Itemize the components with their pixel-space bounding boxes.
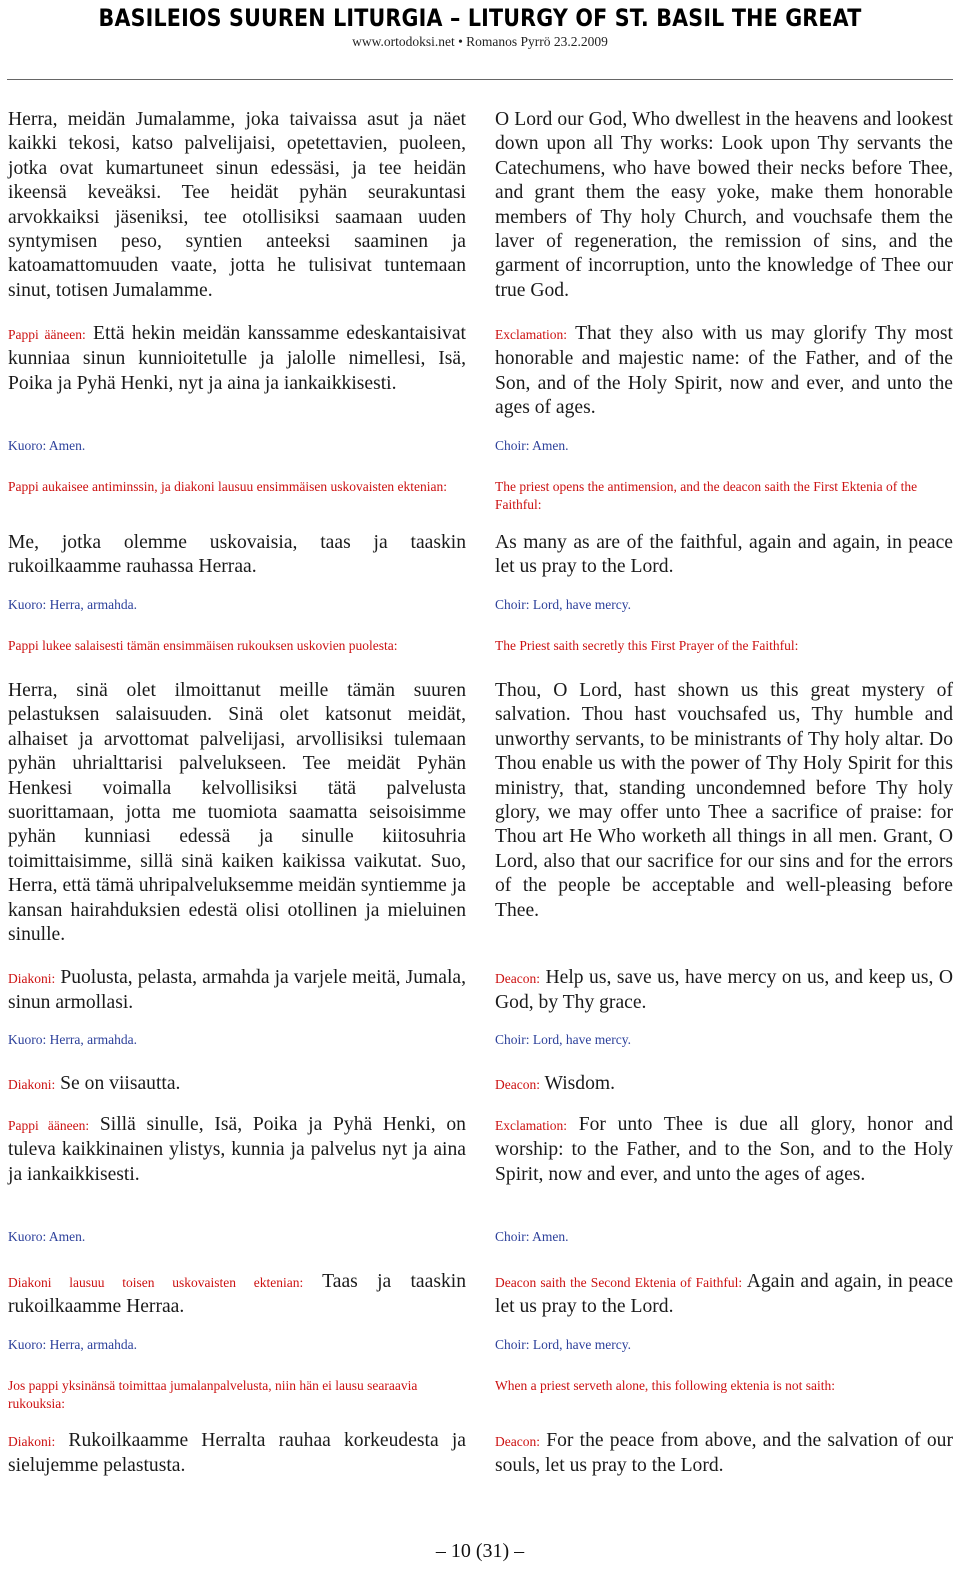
choir-response: Choir: Amen. [495, 1229, 569, 1244]
paragraph-second-ektenia: Diakoni lausuu toisen uskovaisten ektenian: Taas ja taaskin rukoilkaamme Herraa. [8, 1271, 466, 1318]
rubric-label: Diakoni: [8, 1077, 56, 1092]
paragraph-prayer-catechumens: O Lord our God, Who dwellest in the heavens and lookest down upon all Thy works: Look upon Thy servants the Catechumens, who have bowed their necks before Thee, and grant them the easy yoke, make them honorable members of Thy holy Church, and vouchsafe them the laver of regeneration, the remission of sins, and the garment of incorruption, unto the knowledge of Thee our true God. [495, 109, 953, 301]
paragraph-deacon: Deacon: Wisdom. [495, 1073, 616, 1094]
rubric-label: Exclamation: [495, 1118, 567, 1133]
page-number: – 10 (31) – [435, 1540, 525, 1562]
rubric-note: Pappi aukaisee antiminssin, ja diakoni lausuu ensimmäisen uskovaisten ektenian: [8, 479, 448, 494]
rubric-label: Pappi ääneen: [8, 1118, 90, 1133]
rubric-label: Deacon saith the Second Ektenia of Faithful: [495, 1275, 743, 1290]
rubric-label: Diakoni: [8, 1434, 56, 1449]
paragraph-prayer-faithful: Herra, sinä olet ilmoittanut meille tämän suuren pelastuksen salaisuuden. Sinä olet katsonut meidät, alhaiset ja arvottomat palvelijasi, arvollisiksi tulemaan pyhän uhrialttarisi palvelukseen. Tee meidät Pyhän Henkesi voimalla kelvollisiksi tätä palvelusta suorittamaan, jotta me tuomiota saamatta seisoisimme pyhän kunniasi edessä ja sinulle kiitosuhria toimittaisimme, sillä sinä kaiken kaikissa vaikutat. Suo, Herra, että tämä uhripalveluksemme meidän syntiemme ja kansan hairahduksien edestä olisi otollinen ja mieluinen sinulle. [8, 680, 466, 946]
rubric-note: Jos pappi yksinänsä toimittaa jumalanpalvelusta, niin hän ei lausu searaavia rukouksia: [8, 1378, 418, 1411]
choir-response: Kuoro: Herra, armahda. [8, 1337, 137, 1352]
rubric-label: Deacon: [495, 1077, 540, 1092]
paragraph-ektenia: As many as are of the faithful, again and again, in peace let us pray to the Lord. [495, 532, 953, 578]
paragraph-prayer-catechumens: Herra, meidän Jumalamme, joka taivaissa asut ja näet kaikki tekosi, katso palvelijaisi, opetettavien, puoleen, jotka ovat kumartuneet sinun edessäsi, ja tee heidän ikeensä keveäksi. Tee heidät pyhän seurakuntasi arvokkaiksi jäseniksi, tee otollisiksi saamaan uuden syntymisen peso, syntien anteeksi saaminen ja katoamattomuuden vaate, jotta he tulisivat tuntemaan sinut, totisen Jumalamme. [8, 109, 466, 301]
choir-response: Kuoro: Amen. [8, 1229, 86, 1244]
paragraph-deacon: Diakoni: Rukoilkaamme Herralta rauhaa korkeudesta ja sielujemme pelastusta. [8, 1430, 466, 1477]
paragraph-deacon: Diakoni: Se on viisautta. [8, 1073, 181, 1094]
rubric-label: Deacon: [495, 971, 540, 986]
paragraph-exclamation: Pappi ääneen: Sillä sinulle, Isä, Poika ja Pyhä Henki, on tuleva kaikkinainen ylistys, kunnia ja palvelus nyt ja aina ja iankaikkisesti. [8, 1114, 466, 1185]
document-title: BASILEIOS SUUREN LITURGIA – LITURGY OF ST. BASIL THE GREAT [98, 4, 862, 32]
header-divider [7, 79, 953, 80]
rubric-note: When a priest serveth alone, this following ektenia is not saith: [495, 1378, 836, 1393]
choir-response: Kuoro: Herra, armahda. [8, 597, 137, 612]
choir-response: Choir: Lord, have mercy. [495, 1337, 631, 1352]
rubric-label: Deacon: [495, 1434, 540, 1449]
paragraph-ektenia: Me, jotka olemme uskovaisia, taas ja taaskin rukoilkaamme rauhassa Herraa. [8, 532, 466, 578]
paragraph-second-ektenia: Deacon saith the Second Ektenia of Faithful: Again and again, in peace let us pray to the Lord. [495, 1271, 954, 1318]
paragraph-exclamation: Exclamation: For unto Thee is due all glory, honor and worship: to the Father, and to the Son, and to the Holy Spirit, now and ever, and unto the ages of ages. [495, 1114, 953, 1185]
choir-response: Kuoro: Amen. [8, 438, 86, 453]
rubric-note: The priest opens the antimension, and the deacon saith the First Ektenia of the Faithful: [495, 479, 918, 512]
rubric-note: Pappi lukee salaisesti tämän ensimmäisen rukouksen uskovien puolesta: [8, 638, 398, 653]
rubric-label: Pappi ääneen: [8, 327, 86, 342]
rubric-label: Diakoni lausuu toisen uskovaisten ektenian: [8, 1275, 304, 1290]
paragraph-exclamation: Pappi ääneen: Että hekin meidän kanssamme edeskantaisivat kunniaa sinun kunnioitetulle ja jalolle nimellesi, Isä, Poika ja Pyhä Henki, nyt ja aina ja iankaikkisesti. [8, 323, 466, 394]
paragraph-deacon: Diakoni: Puolusta, pelasta, armahda ja varjele meitä, Jumala, sinun armollasi. [8, 967, 467, 1014]
paragraph-exclamation: Exclamation: That they also with us may glorify Thy most honorable and majestic name: of the Father, and of the Son, and of the Holy Spirit, now and ever, and unto the ages of ages. [495, 323, 953, 419]
paragraph-prayer-faithful: Thou, O Lord, hast shown us this great mystery of salvation. Thou hast vouchsafed us, Thy humble and unworthy servants, to be ministrants of Thy holy altar. Do Thou enable us with the power of Thy Holy Spirit for this ministry, that, standing uncondemned before Thy holy glory, we may offer unto Thee a sacrifice of praise: for Thou art He Who worketh all things in all men. Grant, O Lord, also that our sacrifice for our sins and for the errors of the people be acceptable and well-pleasing before Thee. [495, 680, 953, 921]
choir-response: Choir: Lord, have mercy. [495, 1032, 631, 1047]
choir-response: Choir: Lord, have mercy. [495, 597, 631, 612]
choir-response: Kuoro: Herra, armahda. [8, 1032, 137, 1047]
rubric-label: Exclamation: [495, 327, 567, 342]
document-subtitle: www.ortodoksi.net • Romanos Pyrrö 23.2.2009 [352, 34, 608, 49]
choir-response: Choir: Amen. [495, 438, 569, 453]
rubric-label: Diakoni: [8, 971, 56, 986]
paragraph-deacon: Deacon: Help us, save us, have mercy on us, and keep us, O God, by Thy grace. [495, 967, 954, 1014]
page-header [0, 0, 960, 50]
paragraph-deacon: Deacon: For the peace from above, and the salvation of our souls, let us pray to the Lord. [495, 1430, 953, 1477]
rubric-note: The Priest saith secretly this First Prayer of the Faithful: [495, 638, 799, 653]
